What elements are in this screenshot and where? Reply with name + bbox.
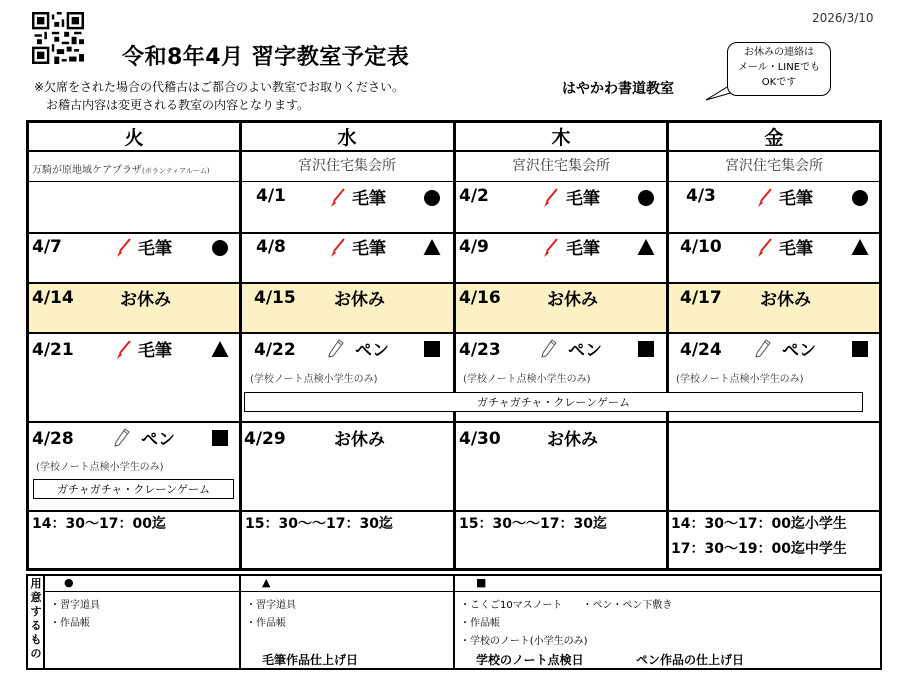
column-divider	[453, 574, 455, 670]
square-symbol: ■	[476, 576, 487, 589]
venue-thu: 宮沢住宅集会所	[512, 158, 610, 174]
supplies-label: 用意するもの	[30, 577, 42, 660]
lesson-type: ペン	[568, 341, 602, 361]
bubble-line: メール・LINEでも	[737, 62, 821, 73]
circle-symbol	[637, 189, 655, 207]
lesson-type: 毛筆	[138, 239, 172, 259]
venue-tue-sub: (ボランティアルーム)	[142, 167, 210, 175]
venue-wed: 宮沢住宅集会所	[298, 158, 396, 174]
day-header-fri: 金	[764, 127, 784, 149]
row-divider	[26, 421, 882, 423]
date-4-21: 4/21	[32, 340, 74, 360]
brush-icon	[541, 238, 559, 258]
lesson-type: 毛筆	[352, 239, 386, 259]
date-4-7: 4/7	[32, 237, 62, 257]
row-divider	[43, 591, 880, 592]
gacha-event-wed-fri: ガチャガチャ・クレーンゲーム	[244, 392, 863, 412]
square-symbol	[211, 429, 229, 447]
time-tue: 14：30～17：00迄	[32, 516, 166, 532]
triangle-symbol	[851, 238, 869, 256]
pen-finish-day: ペン作品の仕上げ日	[636, 653, 745, 667]
brush-icon	[114, 238, 132, 258]
row-divider	[26, 181, 882, 182]
brush-finish-day: 毛筆作品仕上げ日	[262, 653, 359, 667]
date-4-23: 4/23	[459, 340, 501, 360]
supply-item: ・作品帳	[50, 618, 90, 629]
time-wed: 15：30～～17：30迄	[245, 516, 393, 532]
date-4-28: 4/28	[32, 429, 74, 449]
rest-label: お休み	[760, 290, 811, 310]
school-name: はやかわ書道教室	[562, 81, 674, 97]
page-title: 令和8年4月 習字教室予定表	[122, 45, 410, 70]
rest-label: お休み	[547, 290, 598, 310]
supply-item: ・習字道具	[50, 600, 100, 611]
column-divider	[239, 120, 242, 571]
rest-label: お休み	[120, 290, 171, 310]
supply-item: ・習字道具	[246, 600, 296, 611]
brush-icon	[755, 238, 773, 258]
date-4-29: 4/29	[244, 429, 286, 449]
date-4-9: 4/9	[459, 237, 489, 257]
column-divider	[239, 574, 241, 670]
school-note: (学校ノート点検小学生のみ)	[463, 374, 591, 385]
date-4-8: 4/8	[256, 237, 286, 257]
date-4-1: 4/1	[256, 186, 286, 206]
time-thu: 15：30～～17：30迄	[459, 516, 607, 532]
column-divider	[453, 120, 456, 571]
lesson-type: ペン	[782, 341, 816, 361]
triangle-symbol	[637, 238, 655, 256]
brush-icon	[328, 238, 346, 258]
date-4-16: 4/16	[459, 288, 501, 308]
date-4-24: 4/24	[680, 340, 722, 360]
time-fri-elementary: 14：30～17：00迄小学生	[671, 516, 847, 532]
circle-symbol	[851, 189, 869, 207]
pencil-icon	[112, 428, 130, 448]
contact-bubble	[727, 42, 831, 96]
day-header-thu: 木	[551, 127, 571, 149]
supply-item: ・作品帳	[246, 618, 286, 629]
rest-label: お休み	[334, 290, 385, 310]
date-4-15: 4/15	[254, 288, 296, 308]
lesson-type: ペン	[355, 341, 389, 361]
triangle-symbol	[211, 340, 229, 358]
triangle-symbol: ▲	[262, 576, 271, 589]
square-symbol	[637, 340, 655, 358]
circle-symbol	[423, 189, 441, 207]
brush-icon	[328, 188, 346, 208]
column-divider	[666, 120, 669, 571]
pencil-icon	[539, 339, 557, 359]
date-4-22: 4/22	[254, 340, 296, 360]
supply-item: ・こくご10マスノート ・ペン・ペン下敷き	[460, 600, 673, 611]
content-note: お稽古内容は変更される教室の内容となります。	[46, 98, 310, 112]
pencil-icon	[326, 339, 344, 359]
brush-icon	[541, 188, 559, 208]
lesson-type: 毛筆	[779, 239, 813, 259]
notebook-check-day: 学校のノート点検日	[476, 653, 584, 667]
circle-symbol: ●	[64, 576, 74, 589]
lesson-type: ペン	[141, 430, 175, 450]
school-note: (学校ノート点検小学生のみ)	[676, 374, 804, 385]
date-4-2: 4/2	[459, 186, 489, 206]
triangle-symbol	[423, 238, 441, 256]
brush-icon	[755, 188, 773, 208]
circle-symbol	[211, 239, 229, 257]
issue-date: 2026/3/10	[812, 11, 874, 25]
absence-note: ※欠席をされた場合の代稽古はご都合のよい教室でお取りください。	[34, 80, 405, 94]
row-divider	[26, 282, 882, 284]
gacha-event-tue: ガチャガチャ・クレーンゲーム	[33, 479, 234, 499]
row-divider	[26, 510, 882, 512]
lesson-type: 毛筆	[352, 189, 386, 209]
square-symbol	[423, 340, 441, 358]
rest-label: お休み	[334, 430, 385, 450]
school-note: (学校ノート点検小学生のみ)	[36, 462, 164, 473]
lesson-type: 毛筆	[138, 341, 172, 361]
square-symbol	[851, 340, 869, 358]
school-note: (学校ノート点検小学生のみ)	[250, 374, 378, 385]
lesson-type: 毛筆	[566, 239, 600, 259]
brush-icon	[114, 340, 132, 360]
day-header-wed: 水	[337, 127, 357, 149]
qr-code-icon	[32, 12, 84, 64]
bubble-line: お休みの連絡は	[744, 47, 814, 58]
supply-item: ・作品帳	[460, 618, 500, 629]
date-4-14: 4/14	[32, 288, 74, 308]
venue-tue-main: 万騎が原地域ケアプラザ	[32, 165, 142, 176]
supply-item: ・学校のノート(小学生のみ)	[460, 636, 588, 647]
row-divider	[26, 332, 882, 334]
date-4-17: 4/17	[680, 288, 722, 308]
venue-fri: 宮沢住宅集会所	[725, 158, 823, 174]
bubble-line: OKです	[761, 77, 797, 88]
venue-tue	[32, 161, 210, 176]
row-divider	[26, 150, 882, 152]
date-4-10: 4/10	[680, 237, 722, 257]
rest-label: お休み	[547, 430, 598, 450]
pencil-icon	[753, 339, 771, 359]
time-fri-junior-high: 17：30～19：00迄中学生	[671, 541, 847, 557]
lesson-type: 毛筆	[566, 189, 600, 209]
date-4-30: 4/30	[459, 429, 501, 449]
lesson-type: 毛筆	[779, 189, 813, 209]
column-divider	[43, 574, 45, 670]
date-4-3: 4/3	[686, 186, 716, 206]
day-header-tue: 火	[124, 127, 144, 149]
